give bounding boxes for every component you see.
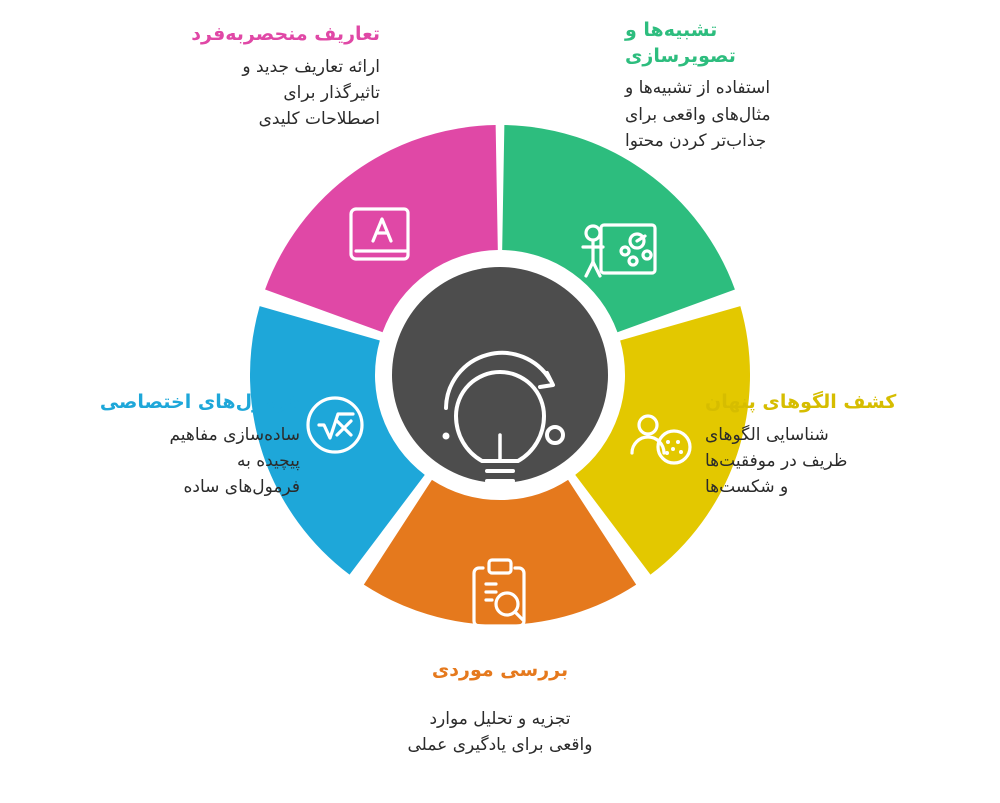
label-formulas-desc-line2: پیچیده به	[236, 450, 300, 471]
label-analogy	[625, 18, 945, 154]
label-patterns-desc-line2: ظریف در موفقیت‌ها	[705, 450, 848, 471]
label-analogy-title	[625, 18, 945, 69]
label-case-study-desc-line1: تجزیه و تحلیل موارد	[429, 708, 571, 729]
label-patterns-desc	[705, 422, 985, 501]
label-unique-definitions-desc-line2: تاثیرگذار برای	[283, 82, 380, 103]
label-patterns-title-line1: کشف الگوهای پنهان	[705, 391, 897, 413]
label-analogy-desc	[625, 75, 945, 154]
label-formulas-desc	[20, 422, 300, 501]
label-formulas-desc-line1: ساده‌سازی مفاهیم	[169, 424, 300, 445]
label-case-study-desc-line2: واقعی برای یادگیری عملی	[407, 734, 593, 755]
label-analogy-title-line1: تشبیه‌ها و	[625, 19, 718, 41]
label-unique-definitions-title	[60, 22, 380, 48]
label-formulas-title-line1: فرمول‌های اختصاصی	[99, 391, 300, 413]
label-formulas-title	[20, 390, 300, 416]
label-case-study	[330, 658, 670, 758]
label-case-study-title-line1: بررسی موردی	[431, 659, 569, 681]
label-formulas	[20, 390, 300, 501]
label-unique-definitions-desc-line3: اصطلاحات کلیدی	[258, 109, 380, 130]
label-patterns-title	[705, 390, 985, 416]
label-patterns	[705, 390, 985, 501]
segment-case-study[interactable]	[398, 532, 602, 562]
label-formulas-desc-line3: فرمول‌های ساده	[183, 477, 300, 498]
label-analogy-title-line2: تصویرسازی	[625, 44, 736, 67]
label-unique-definitions-desc	[60, 54, 380, 133]
label-patterns-desc-line1: شناسایی الگوهای	[705, 424, 829, 445]
label-patterns-desc-line3: و شکست‌ها	[705, 477, 789, 498]
label-analogy-desc-line1: استفاده از تشبیه‌ها و	[625, 78, 771, 99]
segment-patterns[interactable]	[613, 323, 688, 524]
label-analogy-desc-line3: جذاب‌تر کردن محتوا	[625, 130, 767, 151]
label-unique-definitions-desc-line1: ارائه تعاریف جدید و	[242, 56, 380, 77]
label-unique-definitions	[60, 22, 380, 133]
donut-wheel	[250, 125, 750, 625]
label-unique-definitions-title-line1: تعاریف منحصربه‌فرد	[191, 23, 380, 45]
label-analogy-desc-line2: مثال‌های واقعی برای	[625, 104, 771, 125]
label-case-study-desc	[330, 706, 670, 759]
label-case-study-title	[330, 658, 670, 684]
